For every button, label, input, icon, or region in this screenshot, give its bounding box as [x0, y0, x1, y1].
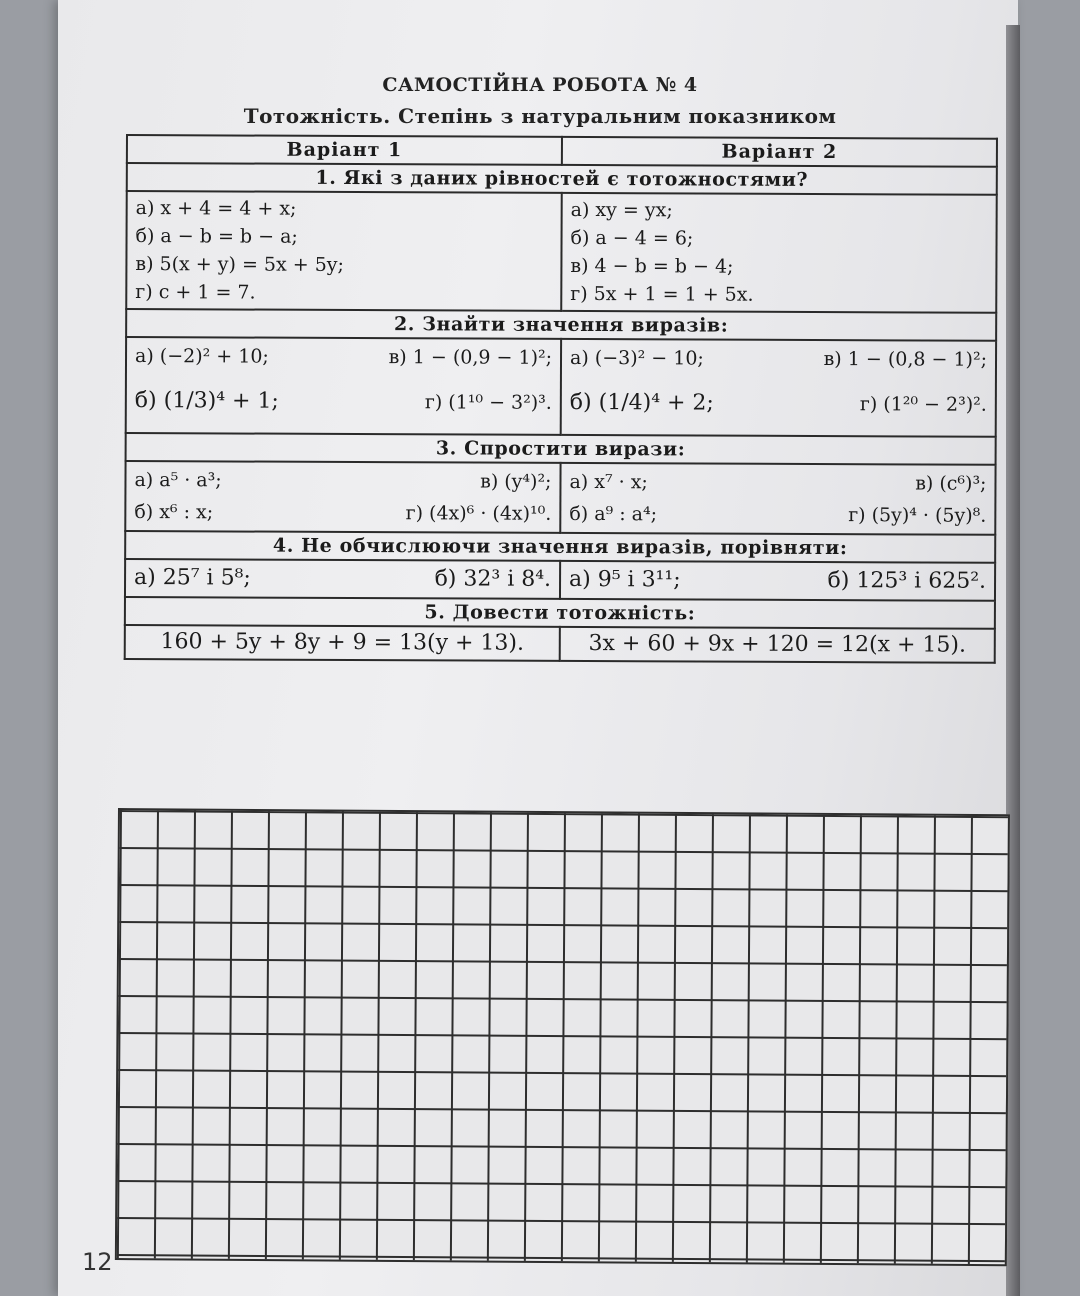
- task-2-v1-b: б) (1/3)⁴ + 1;: [134, 388, 279, 414]
- variant-header-row: [127, 135, 997, 167]
- task-1-v1-a: а) x + 4 = 4 + x;: [135, 197, 297, 220]
- task-5-variant-1: [125, 625, 560, 661]
- variant-2-header: Варіант 2: [562, 137, 997, 167]
- task-3-v1-d: г) (4x)⁶ · (4x)¹⁰.: [405, 502, 552, 525]
- task-4-variant-1: [125, 559, 560, 599]
- task-2-v1-c: в) 1 − (0,9 − 1)²;: [388, 346, 553, 369]
- task-3-v2-a: а) x⁷ · x;: [569, 470, 648, 494]
- task-2-title: 2. Знайти значення виразів:: [126, 309, 996, 341]
- task-3-title-row: [126, 433, 996, 465]
- task-2-variant-1: [126, 337, 561, 435]
- task-4-title: 4. Не обчислюючи значення виразів, порівняти:: [125, 531, 995, 563]
- task-3-variant-2: [560, 463, 995, 535]
- task-1-title-row: [127, 163, 997, 195]
- task-2-variant-2: [561, 339, 996, 437]
- task-3-variant-1: [125, 461, 560, 533]
- task-1-v1-b: б) a − b = b − a;: [135, 225, 298, 248]
- task-3-v1-a: а) a⁵ · a³;: [134, 469, 222, 492]
- task-2-v1-d: г) (1¹⁰ − 3²)³.: [424, 391, 552, 414]
- task-1-v2-a: а) xy = yx;: [570, 198, 673, 222]
- exercise-table-wrapper: [124, 134, 998, 664]
- task-4-variant-2: [560, 561, 995, 601]
- graph-paper-grid: [115, 808, 1010, 1266]
- task-5-row: [125, 625, 995, 663]
- task-5-variant-2: [560, 627, 995, 663]
- variant-1-header: Варіант 1: [127, 135, 562, 165]
- task-1-v2-d: г) 5x + 1 = 1 + 5x.: [570, 282, 754, 306]
- task-1-row: [126, 191, 997, 313]
- page-edge: [1006, 25, 1020, 1296]
- task-3-v1-c: в) (y⁴)²;: [480, 470, 552, 493]
- task-2-title-row: [126, 309, 996, 341]
- task-2-row: [126, 337, 996, 437]
- task-3-title: 3. Спростити вирази:: [126, 433, 996, 465]
- task-4-title-row: [125, 531, 995, 563]
- task-3-v1-b: б) x⁶ : x;: [134, 501, 214, 524]
- task-1-v2-c: в) 4 − b = b − 4;: [570, 254, 734, 278]
- task-5-v2: 3x + 60 + 9x + 120 = 12(x + 15).: [588, 631, 967, 658]
- task-3-row: [125, 461, 995, 535]
- task-1-v2-b: б) a − 4 = 6;: [570, 226, 694, 250]
- task-1-variant-1: [126, 191, 562, 311]
- task-1-v1-d: г) c + 1 = 7.: [135, 281, 256, 304]
- page-number: 12: [82, 1248, 113, 1276]
- task-2-v2-c: в) 1 − (0,8 − 1)²;: [823, 348, 988, 371]
- task-5-title: 5. Довести тотожність:: [125, 597, 995, 629]
- task-1-variant-2: [561, 193, 997, 313]
- task-1-v1-c: в) 5(x + y) = 5x + 5y;: [135, 253, 345, 276]
- task-3-v2-d: г) (5y)⁴ · (5y)⁸.: [848, 504, 987, 527]
- task-4-v2-a: а) 9⁵ і 3¹¹;: [569, 566, 681, 593]
- task-4-v2-b: б) 125³ і 625².: [827, 568, 987, 594]
- page-title: САМОСТІЙНА РОБОТА № 4: [382, 74, 698, 96]
- task-1-title: 1. Які з даних рівностей є тотожностями?: [127, 163, 997, 195]
- task-3-v2-c: в) (c⁶)³;: [915, 472, 987, 495]
- task-2-v2-b: б) (1/4)⁴ + 2;: [569, 389, 714, 416]
- exercise-table: [124, 134, 998, 664]
- task-4-v1-a: а) 25⁷ і 5⁸;: [134, 565, 251, 591]
- task-4-v1-b: б) 32³ і 8⁴.: [434, 566, 552, 592]
- task-2-v1-a: а) (−2)² + 10;: [134, 345, 269, 368]
- task-4-row: [125, 559, 995, 601]
- task-3-v2-b: б) a⁹ : a⁴;: [569, 502, 658, 526]
- task-5-title-row: [125, 597, 995, 629]
- page-subtitle: Тотожність. Степінь з натуральним показником: [243, 104, 837, 128]
- task-2-v2-d: г) (1²⁰ − 2³)².: [859, 393, 987, 416]
- task-5-v1: 160 + 5y + 8y + 9 = 13(y + 13).: [160, 629, 525, 656]
- task-2-v2-a: а) (−3)² − 10;: [569, 346, 704, 370]
